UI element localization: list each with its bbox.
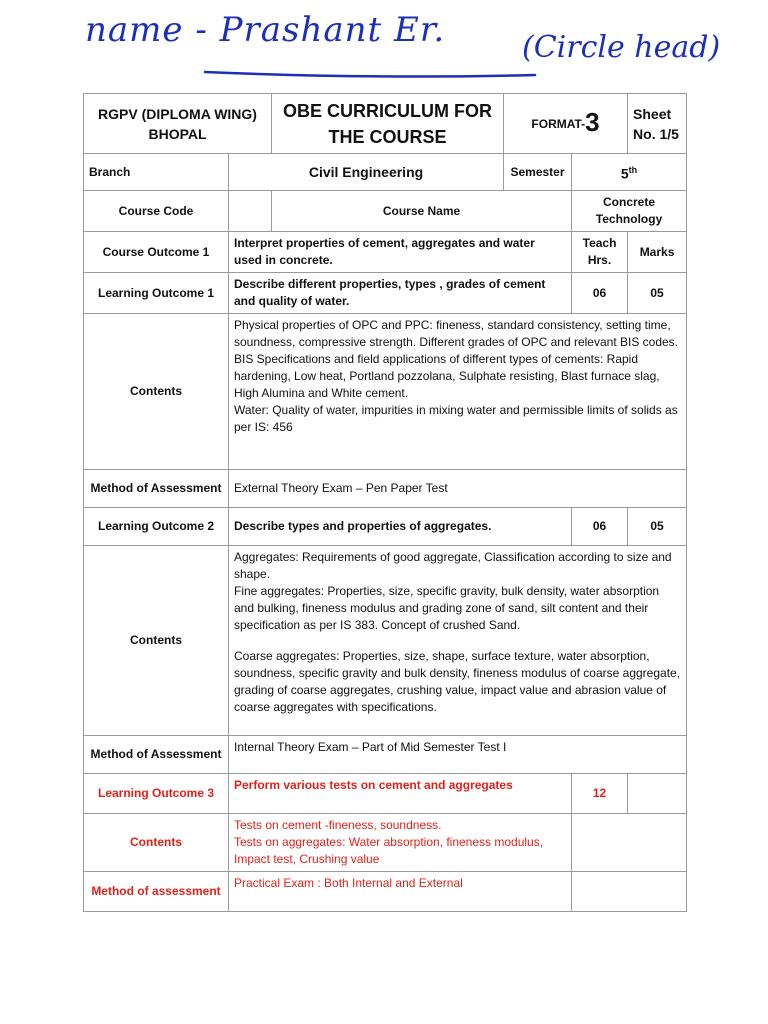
lo2-content-item: Coarse aggregates: Properties, size, shape, surface texture, water absorption, soundness, specific gravity and bulk density, fineness modulus of coarse aggregate, grading of coarse aggregates, crushing value, impact value and abrasion value of coarse aggregates with specifications. — [234, 649, 681, 714]
lo3-contents-label: Contents — [84, 814, 229, 872]
header-row — [84, 94, 687, 154]
format-number: 3 — [585, 107, 600, 137]
lo2-contents — [229, 546, 687, 736]
lo2-content-item: Fine aggregates: Properties, size, specific gravity, bulk density, water absorption and bulking, fineness modulus and grading zone of sand, silt content and their specification as per IS 383. Concept of crushed Sand. — [234, 584, 660, 632]
format-label: FORMAT- — [531, 117, 586, 131]
course-outcome-row — [84, 232, 687, 273]
lo2-contents-row — [84, 546, 687, 736]
lo2-label: Learning Outcome 2 — [84, 508, 229, 546]
lo1-assessment: External Theory Exam – Pen Paper Test — [229, 470, 687, 508]
lo2-marks: 05 — [628, 508, 687, 546]
handwritten-annotation — [0, 0, 768, 95]
lo2-text: Describe types and properties of aggregates. — [229, 508, 572, 546]
lo3-label: Learning Outcome 3 — [84, 774, 229, 814]
semester-number: 5 — [620, 165, 629, 182]
branch-value: Civil Engineering — [229, 154, 504, 191]
lo3-assessment-row — [84, 872, 687, 912]
branch-row — [84, 154, 687, 191]
lo3-contents-empty — [572, 814, 687, 872]
format-cell — [504, 94, 628, 154]
lo1-contents-row — [84, 314, 687, 470]
course-code-value — [229, 191, 272, 232]
lo3-content-item: Tests on cement -fineness, soundness. — [234, 818, 442, 832]
lo3-assessment-label: Method of assessment — [84, 872, 229, 912]
lo3-text: Perform various tests on cement and aggregates — [229, 774, 572, 814]
lo3-assessment: Practical Exam : Both Internal and External — [229, 872, 572, 912]
lo1-content-item: Water: Quality of water, impurities in mixing water and permissible limits of solids as per IS: 456 — [234, 403, 678, 434]
lo2-hours: 06 — [572, 508, 628, 546]
lo2-row — [84, 508, 687, 546]
lo2-content-item: Aggregates: Requirements of good aggregate, Classification according to size and shape. — [234, 550, 672, 581]
sheet-value: No. 1/5 — [633, 125, 679, 142]
lo3-content-item: Tests on aggregates: Water absorption, fineness modulus, Impact test, Crushing value — [234, 835, 544, 866]
branch-label: Branch — [84, 154, 229, 191]
lo1-contents-label: Contents — [84, 314, 229, 470]
semester-value — [572, 154, 687, 191]
sheet-label: Sheet — [633, 105, 672, 122]
marks-header: Marks — [628, 232, 687, 273]
course-name-label: Course Name — [272, 191, 572, 232]
lo3-assessment-empty — [572, 872, 687, 912]
lo1-text: Describe different properties, types , grades of cement and quality of water. — [229, 273, 572, 314]
lo3-marks — [628, 774, 687, 814]
lo1-assessment-row — [84, 470, 687, 508]
lo3-contents — [229, 814, 572, 872]
lo2-assessment-label: Method of Assessment — [84, 736, 229, 774]
course-row — [84, 191, 687, 232]
lo2-assessment: Internal Theory Exam – Part of Mid Semester Test I — [229, 736, 687, 774]
lo1-assessment-label: Method of Assessment — [84, 470, 229, 508]
lo3-hours: 12 — [572, 774, 628, 814]
lo1-content-item: BIS Specifications and field applications of different types of cements: Rapid hardening, Low heat, Portland pozzolana, Sulphate resisting, Blast furnace slag, High Alumina and White cement. — [234, 352, 660, 400]
lo1-contents — [229, 314, 687, 470]
teach-hours-header: Teach Hrs. — [572, 232, 628, 273]
lo1-hours: 06 — [572, 273, 628, 314]
lo2-contents-label: Contents — [84, 546, 229, 736]
lo3-row — [84, 774, 687, 814]
handwritten-note: (Circle head) — [522, 30, 721, 65]
course-outcome-text: Interpret properties of cement, aggregates and water used in concrete. — [229, 232, 572, 273]
course-name-value: Concrete Technology — [572, 191, 687, 232]
course-outcome-label: Course Outcome 1 — [84, 232, 229, 273]
lo1-content-item: Physical properties of OPC and PPC: fineness, standard consistency, setting time, soundness, compressive strength. Different grades of OPC and relevant BIS codes. — [234, 318, 679, 349]
semester-suffix: th — [628, 165, 638, 176]
lo1-marks: 05 — [628, 273, 687, 314]
sheet-cell — [628, 94, 687, 154]
handwritten-name: name - Prashant Er. — [85, 10, 446, 50]
lo1-row — [84, 273, 687, 314]
page-title: OBE CURRICULUM FOR THE COURSE — [272, 94, 504, 154]
lo2-assessment-row — [84, 736, 687, 774]
course-code-label: Course Code — [84, 191, 229, 232]
institute-name: RGPV (DIPLOMA WING) BHOPAL — [84, 94, 272, 154]
semester-label: Semester — [504, 154, 572, 191]
lo1-label: Learning Outcome 1 — [84, 273, 229, 314]
curriculum-table — [83, 93, 687, 912]
lo3-contents-row — [84, 814, 687, 872]
